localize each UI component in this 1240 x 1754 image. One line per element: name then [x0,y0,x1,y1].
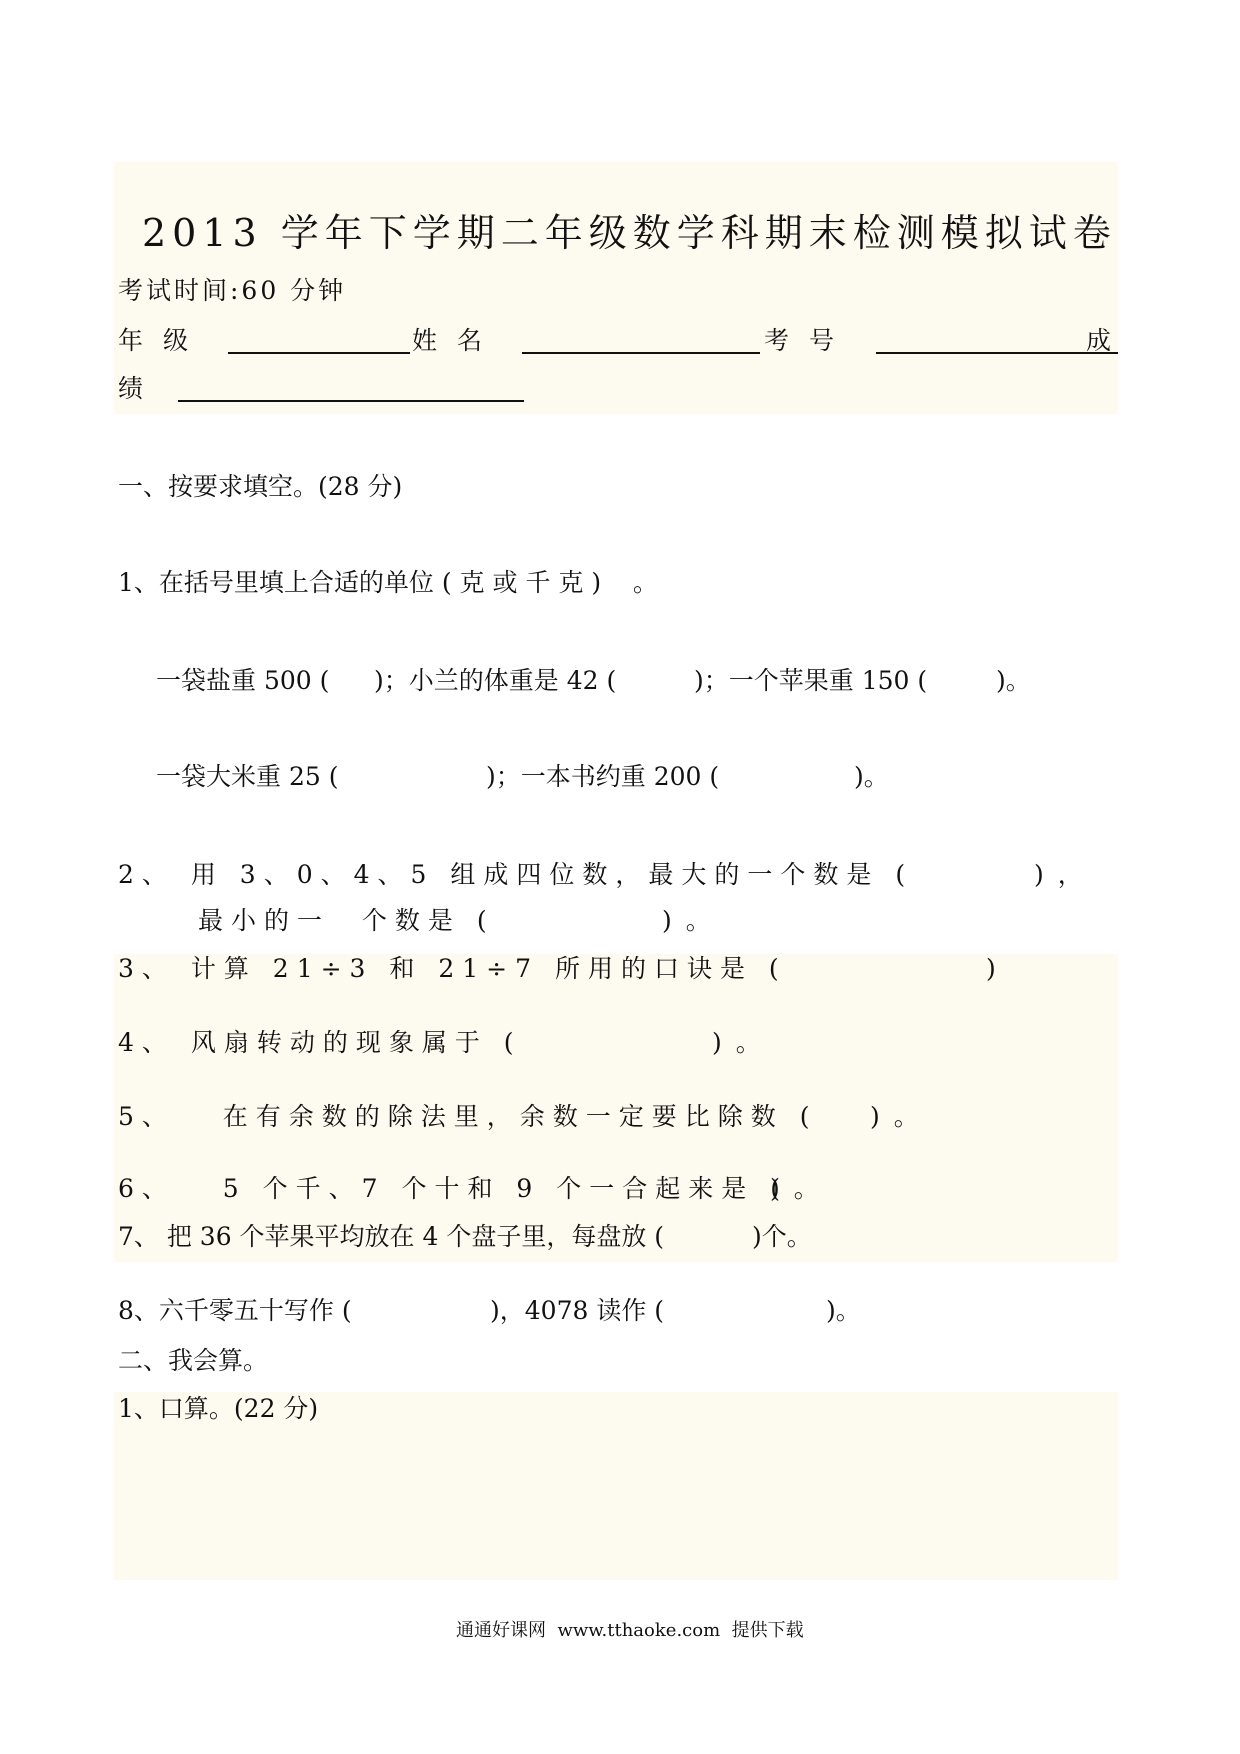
q1-line1-a: 一袋盐重 500 ( [156,666,330,695]
q5-a: 5、 在有余数的除法里，余数一定要比除数 ( [118,1102,818,1131]
q2-line1-b: )， [1034,860,1097,889]
section1-heading: 一、按要求填空。(28 分) [118,472,403,501]
q4-a: 4、 风扇转动的现象属于 ( [118,1028,522,1057]
q2-line2-b: )。 [662,906,725,935]
q1-line1-d: )。 [996,666,1031,695]
q1-prompt: 1、在括号里填上合适的单位 ( 克 或 千 克 ) 。 [118,568,658,597]
q5-b: )。 [870,1102,933,1131]
q1-line1-b: )；小兰的体重是 42 ( [374,666,617,695]
score-label-1: 成 [1086,326,1112,355]
q8-c: )。 [826,1296,861,1325]
q1-line2-a: 一袋大米重 25 ( [156,762,339,791]
q2-line2-a: 最小的一 个数是 ( [198,906,495,935]
q8-b: )，4078 读作 ( [490,1296,665,1325]
page-title: 2013 学年下学期二年级数学科期末检测模拟试卷 [142,211,1117,255]
q7-a: 7、 把 36 个苹果平均放在 4 个盘子里，每盘放 ( [118,1222,665,1251]
id-label: 考 号 [764,326,840,355]
q1-line2-b: )；一本书约重 200 ( [486,762,720,791]
section2-sub1: 1、口算。(22 分) [118,1394,319,1423]
name-label: 姓 名 [412,326,488,355]
q2-line1-a: 2、 用 3、0、4、5 组成四位数，最大的一个数是 ( [118,860,914,889]
q3-b: ) [986,954,996,983]
q7-b: )个。 [752,1222,812,1251]
q6-a: 6、 5 个千、7 个十和 9 个一合起来是 ( [118,1174,788,1203]
score-blank[interactable] [178,400,524,402]
q3-a: 3、 计算 21÷3 和 21÷7 所用的口诀是 ( [118,954,787,983]
grade-blank[interactable] [228,352,410,354]
q6-b: )。 [770,1174,833,1203]
section2-heading: 二、我会算。 [118,1346,269,1375]
q4-b: )。 [712,1028,775,1057]
id-blank[interactable] [876,352,1118,354]
name-blank[interactable] [522,352,760,354]
grade-label: 年 级 [118,326,194,355]
exam-time: 考试时间:60 分钟 [118,276,347,305]
q8-a: 8、六千零五十写作 ( [118,1296,352,1325]
footer-credit: 通通好课网 www.tthaoke.com 提供下载 [456,1620,804,1641]
q1-line2-c: )。 [854,762,889,791]
score-label-2: 绩 [118,374,144,403]
q1-line1-c: )；一个苹果重 150 ( [694,666,928,695]
